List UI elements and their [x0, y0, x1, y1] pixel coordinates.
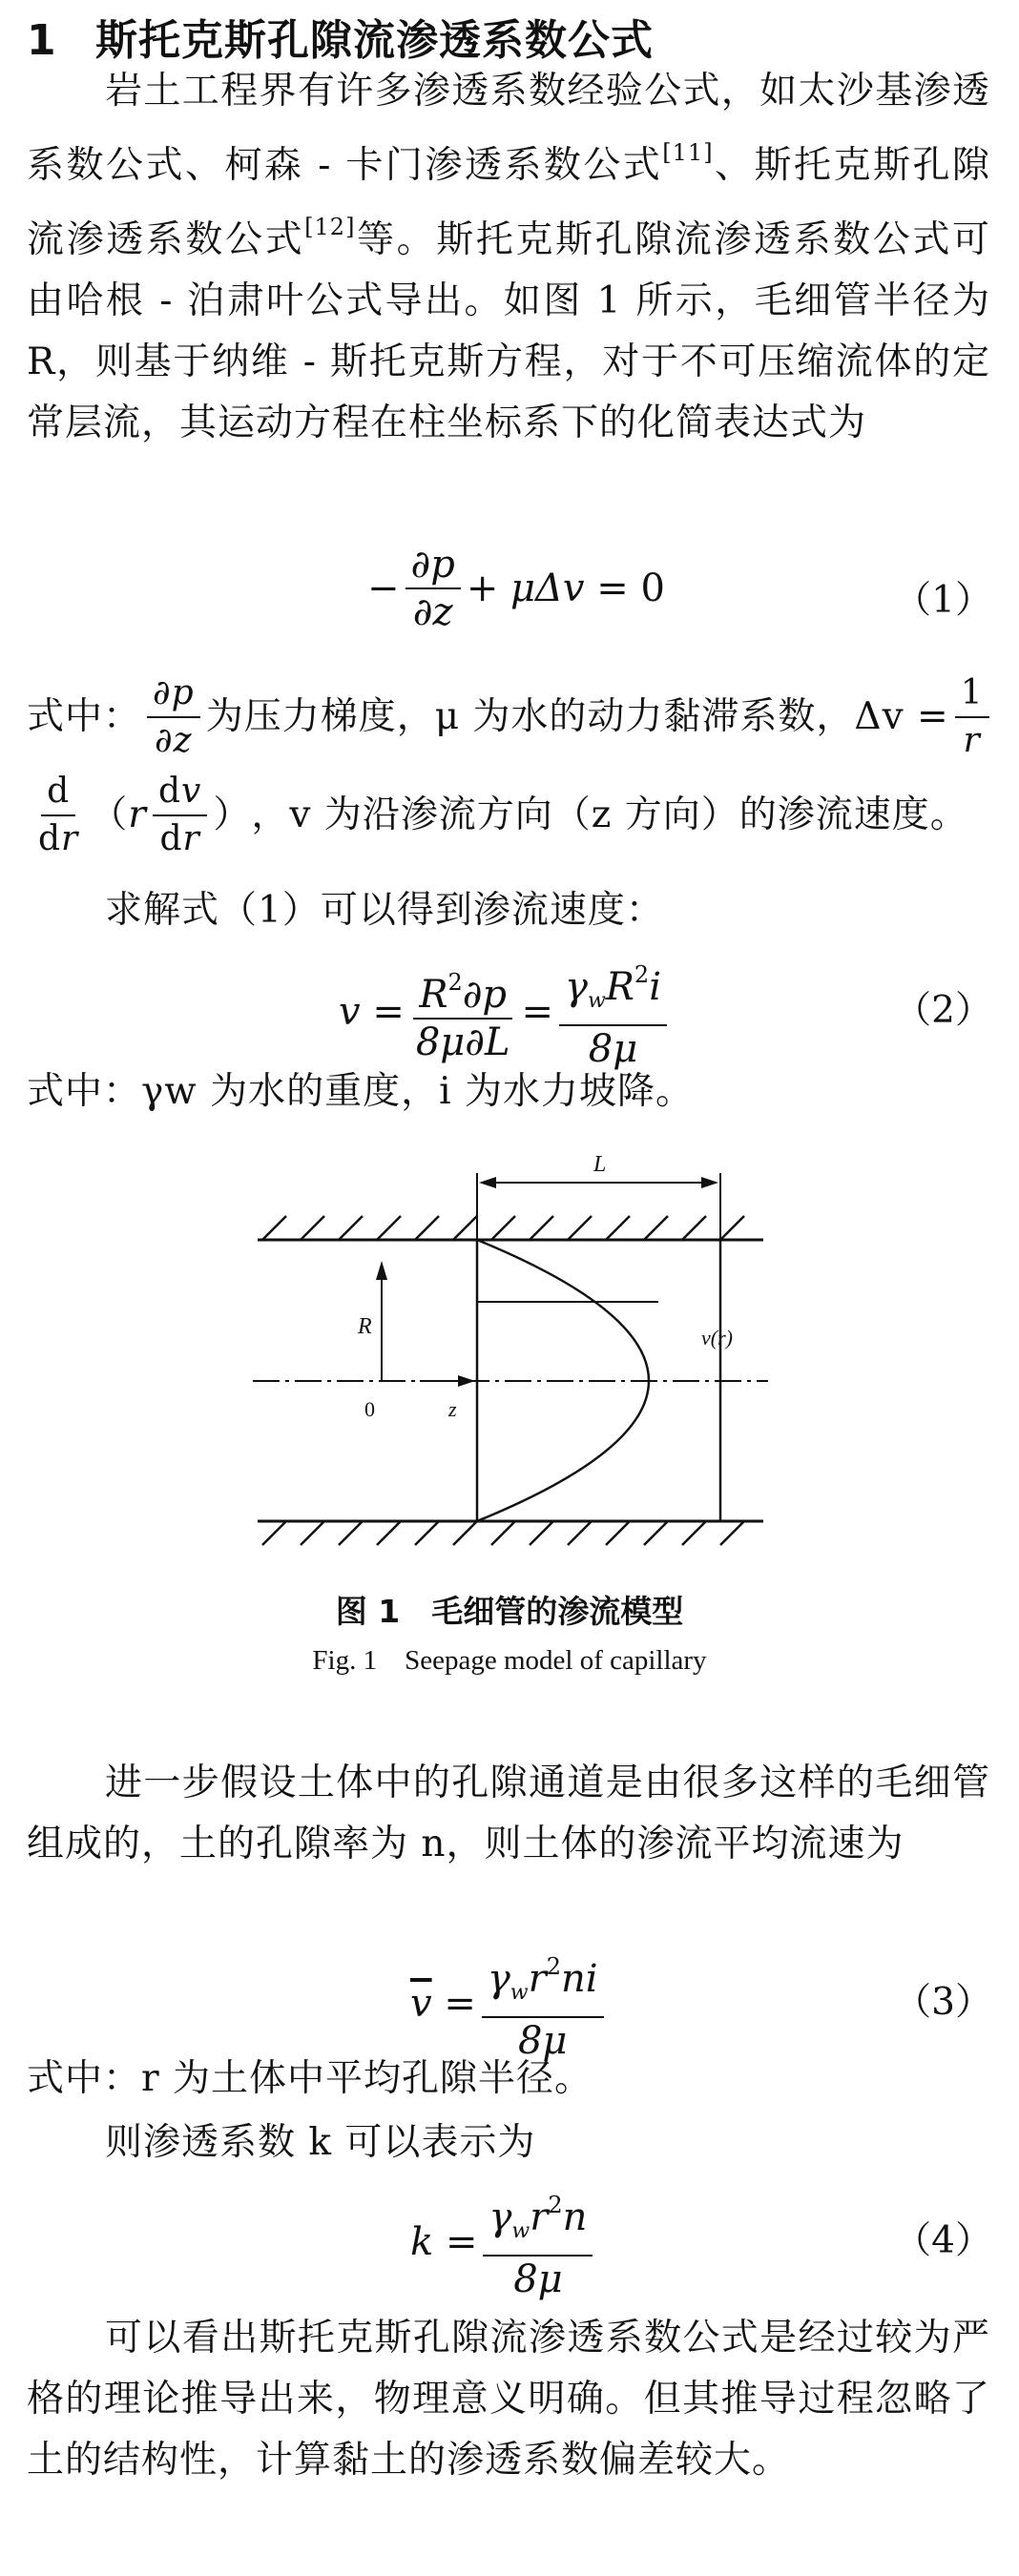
equation-4-number: （4）: [894, 2219, 992, 2262]
equation-2-number: （2）: [894, 989, 992, 1032]
figure-caption-en: Fig. 1 Seepage model of capillary: [312, 1645, 707, 1676]
section-number: 1: [27, 16, 57, 65]
figure-label-L: L: [593, 1152, 607, 1177]
citation-11: [11]: [662, 139, 714, 166]
equation-4: k = $\frac{\gamma_wr^2n}{8\mu}$ （4）: [0, 2184, 1019, 2289]
equation-2: v = $\frac{R^2\partial p}{8\mu\partial L}$ = $\frac{\gamma_wR^2i}{8\mu}$ （2）: [0, 954, 1019, 1059]
section-heading: [27, 6, 654, 67]
paragraph-assumption: 进一步假设土体中的孔隙通道是由很多这样的毛细管组成的，土的孔隙率为 n，则土体的渗流平均流速为: [27, 1762, 990, 1865]
figure-capillary-model: [0, 1144, 1019, 1583]
equation-1: − $\frac{\partial p}{\partial z}$ + μΔv = 0 （1）: [367, 543, 992, 634]
equation-1-number: （1）: [894, 579, 992, 622]
paragraph-intro: [27, 61, 990, 454]
where-1-text: 为压力梯度，μ 为水的动力黏滞系数，Δv =: [205, 695, 949, 738]
equation-3-number: （3）: [894, 1981, 992, 2024]
where-line-2: $\frac{d}{dr}$ （ r $\frac{dv}{dr}$ ） ，v 为沿渗流方向（z 方向）的渗流速度。: [38, 772, 968, 858]
paragraph-conclusion: 可以看出斯托克斯孔隙流渗透系数公式是经过较为严格的理论推导出来，物理意义明确。但其推导过程忽略了土的结构性，计算黏土的渗透系数偏差较大。: [27, 2317, 990, 2482]
citation-12: [12]: [304, 214, 356, 240]
where-line-3: 式中：γw 为水的重度，i 为水力坡降。: [27, 1070, 694, 1113]
equation-3: $\overline{v}$ = $\frac{\gamma_wr^2ni}{8\mu}$ （3）: [0, 1946, 1019, 2050]
where-1-prefix: 式中：: [27, 695, 142, 738]
where-line-4: 式中：r 为土体中平均孔隙半径。: [27, 2057, 593, 2100]
figure-label-R: R: [358, 1314, 372, 1339]
figure-label-z: z: [448, 1397, 457, 1421]
where-1-continuation: ，v 为沿渗流方向（z 方向）的渗流速度。: [251, 793, 968, 836]
figure-label-origin: 0: [364, 1397, 375, 1421]
then-line: 则渗透系数 k 可以表示为: [105, 2121, 536, 2164]
section-title: 斯托克斯孔隙流渗透系数公式: [95, 16, 654, 65]
figure-caption-cn: 图 1 毛细管的渗流模型: [335, 1593, 684, 1630]
where-line-1: 式中： $\frac{\partial p}{\partial z}$ 为压力梯度，μ 为水的动力黏滞系数，Δv = $\frac{1}{r}$: [27, 672, 995, 762]
paragraph-intro-text-1: 岩土工程界有许多渗透系数经验公式，如太沙基渗透系数公式、柯森 - 卡门渗透系数公式: [27, 70, 990, 187]
solve-line: 求解式（1）可以得到渗流速度：: [105, 889, 664, 932]
figure-label-v: v(r): [701, 1326, 733, 1350]
paragraph-intro-text-2: 、斯托克斯孔隙流渗透系数公式: [27, 144, 990, 261]
paragraph-intro-text-3: 等。斯托克斯孔隙流渗透系数公式可由哈根 - 泊肃叶公式导出。如图 1 所示，毛细管半径为 R，则基于纳维 - 斯托克斯方程，对于不可压缩流体的定常层流，其运动方程在柱坐标系下的化简表达式为: [27, 218, 990, 444]
